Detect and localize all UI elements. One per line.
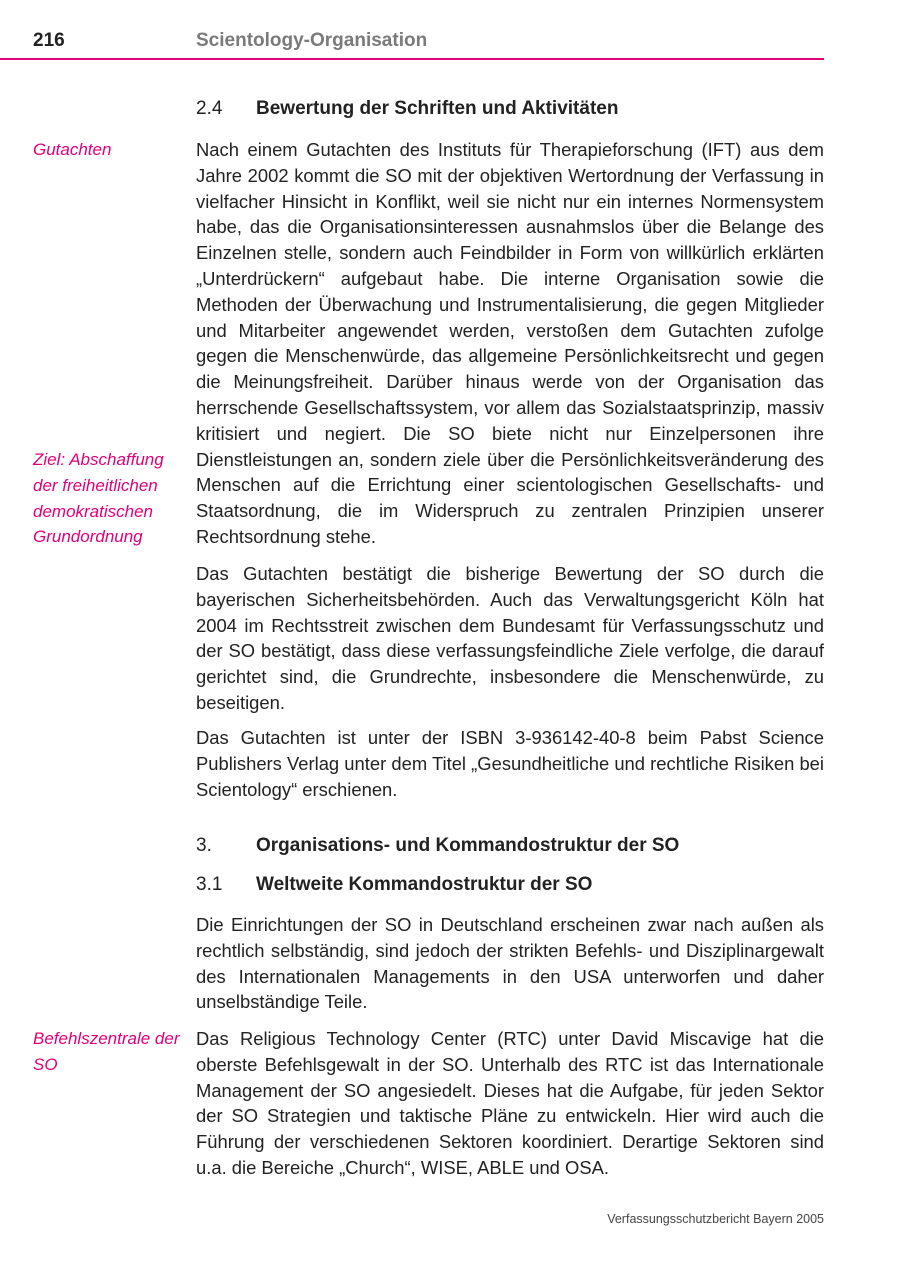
section-number: 2.4 xyxy=(196,98,223,119)
section-heading-3 xyxy=(196,835,679,857)
page-header xyxy=(0,0,824,60)
section-number: 3. xyxy=(196,835,212,856)
paragraph-5: Das Religious Technology Center (RTC) unter David Miscavige hat die oberste Befehlsgewalt in der SO. Unterhalb des RTC ist das Internationale Management der SO angesiedelt. Dieses hat die Aufgabe, für jeden Sektor der SO Strategien und taktische Pläne zu entwickeln. Hier wird auch die Führung der verschiedenen Sektoren koordiniert. Derartige Sektoren sind u.a. die Bereiche „Church“, WISE, ABLE und OSA. xyxy=(196,1028,824,1178)
margin-note-ziel: Ziel: Abschaffung der freiheitlichen demokratischen Grundordnung xyxy=(33,450,164,547)
paragraph-4: Die Einrichtungen der SO in Deutschland erscheinen zwar nach außen als rechtlich selbständig, sind jedoch der strikten Befehls- und Disziplinargewalt des Internationalen Managements in den USA unterworfen und daher unselbständige Teile. xyxy=(196,914,824,1013)
section-heading-3-1 xyxy=(196,874,592,896)
section-title: Weltweite Kommandostruktur der SO xyxy=(256,874,593,895)
section-heading-2-4 xyxy=(196,98,618,120)
section-title: Organisations- und Kommandostruktur der SO xyxy=(256,835,680,856)
margin-note-gutachten: Gutachten xyxy=(33,140,112,159)
paragraph-2: Das Gutachten bestätigt die bisherige Bewertung der SO durch die bayerischen Sicherheitsbehörden. Auch das Verwaltungsgericht Köln hat 2004 im Rechtsstreit zwischen dem Bundesamt für Verfassungsschutz und der SO bestätigt, dass diese verfassungsfeindliche Ziele verfolge, die darauf gerichtet sind, die Grundrechte, insbesondere die Menschenwürde, zu beseitigen. xyxy=(196,563,824,713)
running-title: Scientology-Organisation xyxy=(196,30,428,51)
page-number: 216 xyxy=(33,30,65,51)
margin-note-befehlszentrale: Befehlszentrale der SO xyxy=(33,1029,180,1074)
paragraph-1: Nach einem Gutachten des Instituts für Therapieforschung (IFT) aus dem Jahre 2002 kommt die SO mit der objektiven Wertordnung der Verfassung in vielfacher Hinsicht in Konflikt, weil sie nicht nur ein internes Normensystem habe, das die Organisationsinteressen ausnahmslos über die Belange des Einzelnen stelle, sondern auch Feindbilder in Form von willkürlich erklärten „Unterdrückern“ aufgebaut habe. Die interne Organisation sowie die Methoden der Überwachung und Instrumentalisierung, die gegen Mitglieder und Mitarbeiter angewendet werden, verstoßen dem Gutachten zufolge gegen die Menschenwürde, das allgemeine Persönlichkeitsrecht und gegen die Meinungsfreiheit. Darüber hinaus werde von der Organisation das herrschende Gesellschaftssystem, vor allem das Sozialstaatsprinzip, massiv kritisiert und negiert. Die SO biete nicht nur Einzelpersonen ihre Dienstleistungen an, sondern ziele über die Persönlichkeitsveränderung des Menschen auf die Errichtung einer scientologischen Gesellschafts- und Staatsordnung, die im Widerspruch zu zentralen Prinzipien unserer Rechtsordnung stehe. xyxy=(196,139,824,547)
section-title: Bewertung der Schriften und Aktivitäten xyxy=(256,98,619,119)
paragraph-3: Das Gutachten ist unter der ISBN 3-936142-40-8 beim Pabst Science Publishers Verlag unter dem Titel „Gesundheitliche und rechtliche Risiken bei Scientology“ erschienen. xyxy=(196,727,824,800)
footer-source: Verfassungsschutzbericht Bayern 2005 xyxy=(607,1212,824,1226)
section-number: 3.1 xyxy=(196,874,223,895)
